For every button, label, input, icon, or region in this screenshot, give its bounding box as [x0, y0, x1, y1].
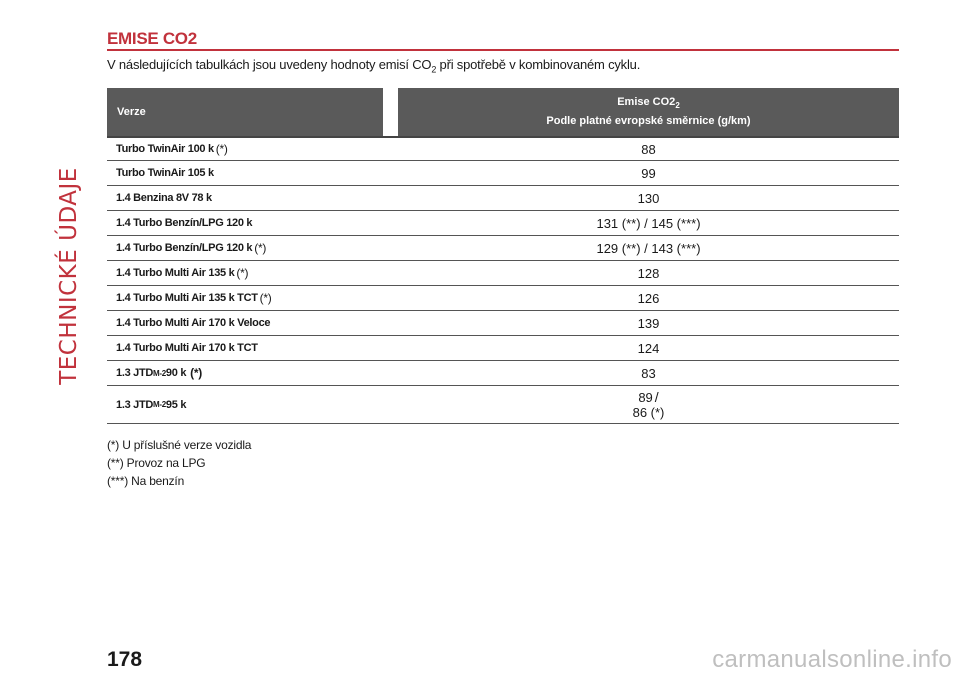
row-value: 126 [637, 290, 660, 306]
version-label: 1.3 JTD [116, 367, 154, 379]
table-row [107, 261, 899, 286]
table-row [107, 336, 899, 361]
footnote: (*) U příslušné verze vozidla [107, 438, 252, 452]
version-label: Turbo TwinAir 100 k [116, 143, 214, 155]
table-row [107, 186, 899, 211]
row-value-line2: 86 (*) [632, 404, 665, 420]
table-row [107, 311, 899, 336]
table-row [107, 236, 899, 261]
side-section-title-text: TECHNICKÉ ÚDAJE [56, 167, 83, 385]
version-note: (*) [259, 291, 272, 305]
row-version [107, 186, 398, 210]
row-value [398, 386, 899, 423]
intro-text-sub: 2 [431, 64, 437, 75]
row-version [107, 311, 398, 335]
footnotes [107, 436, 251, 490]
version-label: 1.4 Turbo Multi Air 170 k Veloce [116, 317, 271, 329]
table-row [107, 136, 899, 161]
version-label: Turbo TwinAir 105 k [116, 167, 214, 179]
table-row [107, 161, 899, 186]
table-row [107, 361, 899, 386]
row-value: 131 (**) / 145 (***) [596, 215, 701, 231]
version-note: (*) [254, 241, 267, 255]
version-label: 1.4 Turbo Multi Air 135 k TCT [116, 292, 258, 304]
row-version [107, 361, 398, 385]
row-version [107, 261, 398, 285]
row-value: 88 [641, 141, 656, 157]
row-value: 99 [641, 165, 656, 181]
intro-text [107, 57, 640, 75]
table-header [107, 88, 899, 136]
page-heading: EMISE CO2 [107, 29, 197, 48]
header-emissions-line1 [617, 95, 680, 113]
row-version [107, 236, 398, 260]
version-note: (*) [236, 266, 249, 280]
header-version: Verze [107, 88, 383, 136]
watermark: carmanualsonline.info [712, 646, 952, 673]
row-version [107, 386, 398, 423]
table-row [107, 386, 899, 424]
row-version [107, 138, 398, 160]
header-emissions-title: Emise CO2 [617, 96, 676, 109]
footnote: (***) Na benzín [107, 474, 185, 488]
header-emissions-sub: 2 [675, 101, 680, 111]
version-label: 1.4 Turbo Benzín/LPG 120 k [116, 217, 253, 229]
header-gap [383, 88, 398, 136]
row-version [107, 211, 398, 235]
row-value: 128 [637, 265, 660, 281]
row-value-line1 [638, 390, 658, 405]
version-label: 1.4 Benzina 8V 78 k [116, 192, 212, 204]
header-emissions [398, 88, 899, 136]
version-label: 1.4 Turbo Multi Air 135 k [116, 267, 235, 279]
version-power: 90 k [165, 367, 187, 379]
page-number: 178 [107, 648, 143, 671]
header-emissions-line2: Podle platné evropské směrnice (g/km) [546, 114, 751, 127]
intro-text-before: V následujících tabulkách jsou uvedeny hodnoty emisí CO [107, 57, 432, 72]
row-value: 124 [637, 340, 660, 356]
table-row [107, 286, 899, 311]
intro-text-after: při spotřebě v kombinovaném cyklu. [436, 57, 641, 72]
footnote: (**) Provoz na LPG [107, 456, 206, 470]
table-row [107, 211, 899, 236]
row-value: 83 [641, 365, 656, 381]
row-value: 129 (**) / 143 (***) [596, 240, 701, 256]
version-power: 95 k [165, 398, 187, 411]
value-primary: 89 [638, 389, 653, 405]
row-version [107, 161, 398, 185]
row-value: 130 [637, 190, 660, 206]
version-note: (*) [190, 366, 202, 380]
heading-divider [107, 49, 899, 51]
version-note: (*) [215, 142, 228, 156]
version-sub: M-2 [153, 368, 166, 378]
emissions-table [107, 88, 899, 424]
side-section-title [52, 28, 86, 524]
row-version [107, 286, 398, 310]
version-sub: M-2 [153, 400, 166, 409]
version-label: 1.4 Turbo Multi Air 170 k TCT [116, 342, 258, 354]
row-value: 139 [637, 315, 660, 331]
version-label: 1.4 Turbo Benzín/LPG 120 k [116, 242, 253, 254]
row-version [107, 336, 398, 360]
value-slash: / [654, 388, 659, 405]
version-label: 1.3 JTD [116, 398, 154, 411]
